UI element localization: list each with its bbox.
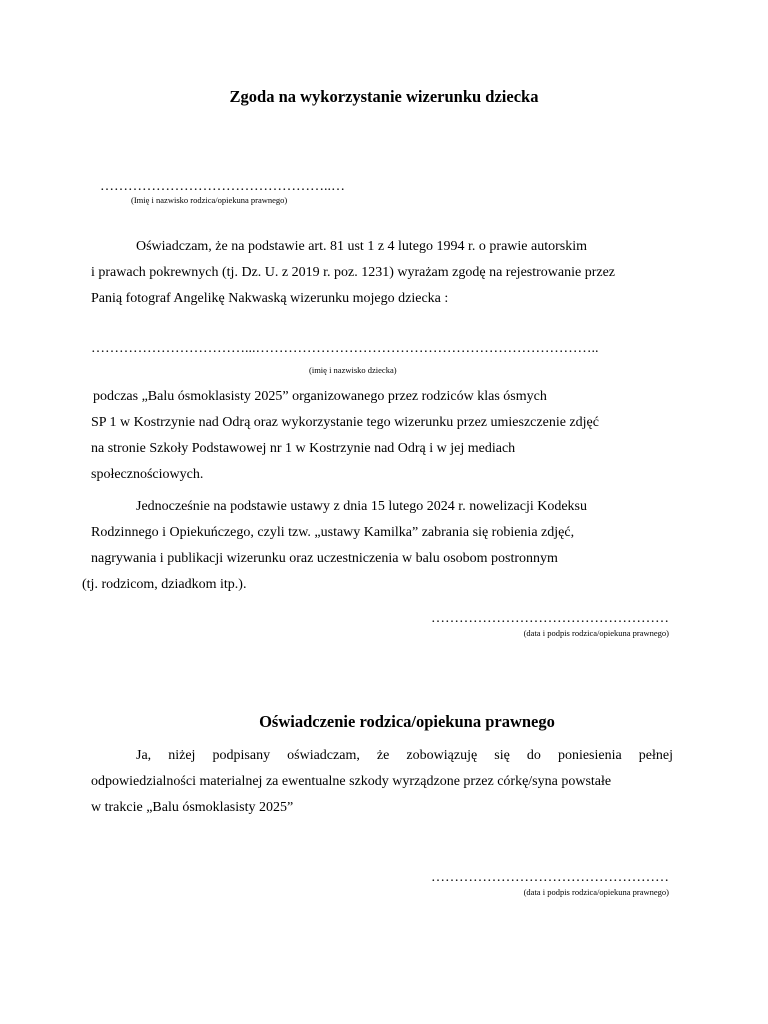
restriction-line-1: Jednocześnie na podstawie ustawy z dnia 15 lutego 2024 r. nowelizacji Kodeksu xyxy=(136,499,587,514)
consent-line-1: Oświadczam, że na podstawie art. 81 ust 1 z 4 lutego 1994 r. o prawie autorskim xyxy=(136,239,587,254)
signature-field-2[interactable]: …………………………………………… xyxy=(431,870,669,885)
signature-caption-2: (data i podpis rodzica/opiekuna prawnego) xyxy=(523,887,669,897)
event-line-4: społecznościowych. xyxy=(91,467,204,482)
signature-field-1[interactable]: …………………………………………… xyxy=(431,611,669,626)
restriction-line-2: Rodzinnego i Opiekuńczego, czyli tzw. „ustawy Kamilka” zabrania się robienia zdjęć, xyxy=(91,525,575,540)
parent-name-field[interactable]: …………………………………………..… xyxy=(100,179,345,194)
event-line-1: podczas „Balu ósmoklasisty 2025” organizowanego przez rodziców klas ósmych xyxy=(93,389,547,404)
consent-line-3: Panią fotograf Angelikę Nakwaską wizerunku mojego dziecka : xyxy=(91,291,449,306)
child-name-field[interactable]: ……………………………...……………………………………………………………….. xyxy=(91,341,599,356)
statement-line-2: odpowiedzialności materialnej za ewentualne szkody wyrządzone przez córkę/syna powstałe xyxy=(91,774,612,789)
consent-line-2: i prawach pokrewnych (tj. Dz. U. z 2019 r. poz. 1231) wyrażam zgodę na rejestrowanie przez xyxy=(91,265,616,280)
restriction-line-4: (tj. rodzicom, dziadkom itp.). xyxy=(82,577,247,592)
parent-name-caption: (Imię i nazwisko rodzica/opiekuna prawnego) xyxy=(131,195,288,205)
statement-line-3: w trakcie „Balu ósmoklasisty 2025” xyxy=(91,800,294,815)
statement-title: Oświadczenie rodzica/opiekuna prawnego xyxy=(259,712,555,731)
statement-line-1: Ja, niżej podpisany oświadczam, że zobowiązuję się do poniesienia pełnej xyxy=(136,748,673,763)
event-line-2: SP 1 w Kostrzynie nad Odrą oraz wykorzystanie tego wizerunku przez umieszczenie zdjęć xyxy=(91,415,599,430)
signature-caption-1: (data i podpis rodzica/opiekuna prawnego) xyxy=(523,628,669,638)
event-line-3: na stronie Szkoły Podstawowej nr 1 w Kostrzynie nad Odrą i w jej mediach xyxy=(91,441,516,456)
document-title: Zgoda na wykorzystanie wizerunku dziecka xyxy=(229,87,539,106)
restriction-line-3: nagrywania i publikacji wizerunku oraz uczestniczenia w balu osobom postronnym xyxy=(91,551,558,566)
child-name-caption: (imię i nazwisko dziecka) xyxy=(309,365,397,375)
